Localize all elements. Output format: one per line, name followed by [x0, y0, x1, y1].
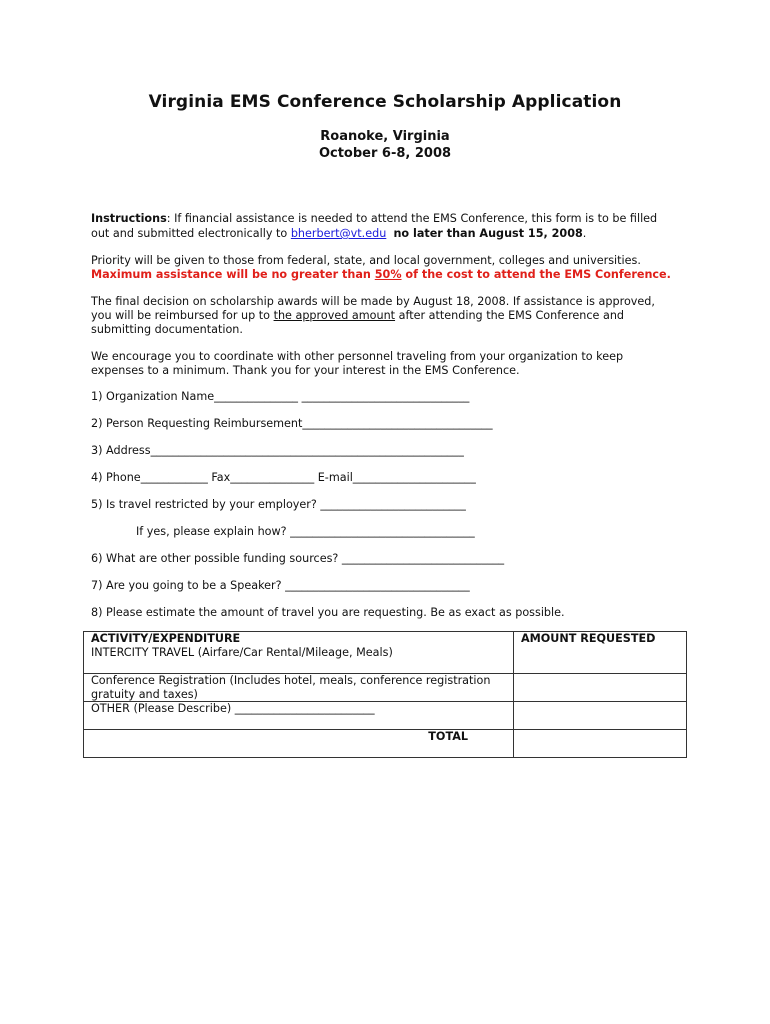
activity-cell[interactable]: [84, 632, 514, 674]
instructions-text: : If financial assistance is needed to attend the EMS Conference, this form is to be filled: [166, 212, 658, 225]
travel-restricted-field[interactable]: 5) Is travel restricted by your employer? __________________________: [91, 498, 466, 511]
total-amount-cell[interactable]: [514, 730, 687, 758]
instructions-label: Instructions: [91, 212, 167, 225]
email-link[interactable]: bherbert@vt.edu: [290, 227, 387, 240]
table-row: [84, 632, 687, 674]
person-requesting-field[interactable]: 2) Person Requesting Reimbursement__________________________________: [91, 417, 493, 430]
deadline-text: no later than August 15, 2008: [393, 227, 583, 240]
table-row: [84, 674, 687, 702]
speaker-field[interactable]: 7) Are you going to be a Speaker? _________________________________: [91, 579, 470, 592]
address-field[interactable]: 3) Address________________________________________________________: [91, 444, 464, 457]
total-label: TOTAL: [428, 730, 468, 743]
amount-cell[interactable]: [514, 632, 687, 674]
estimate-instruction: 8) Please estimate the amount of travel you are requesting. Be as exact as possible.: [91, 606, 565, 619]
encourage-line-2: expenses to a minimum. Thank you for your interest in the EMS Conference.: [91, 364, 520, 377]
organization-name-field[interactable]: 1) Organization Name_______________ ______________________________: [91, 390, 470, 403]
decision-line-1: The final decision on scholarship awards will be made by August 18, 2008. If assistance is approved,: [91, 295, 655, 308]
intercity-travel-label: INTERCITY TRAVEL (Airfare/Car Rental/Mileage, Meals): [91, 645, 393, 659]
registration-label: Conference Registration (Includes hotel, meals, conference registration: [91, 674, 491, 687]
instructions-line-2: out and submitted electronically to bherbert@vt.edu no later than August 15, 2008.: [91, 227, 587, 240]
max-percent: 50%: [374, 268, 402, 281]
other-cell[interactable]: [84, 702, 514, 730]
activity-header: ACTIVITY/EXPENDITURE: [91, 632, 241, 645]
amount-header: AMOUNT REQUESTED: [521, 632, 656, 645]
max-assistance-line: Maximum assistance will be no greater than 50% of the cost to attend the EMS Conference.: [91, 268, 671, 281]
instructions-text-2: out and submitted electronically to: [91, 227, 291, 240]
table-row: [84, 702, 687, 730]
instructions-line-1: [91, 212, 657, 226]
funding-sources-field[interactable]: 6) What are other possible funding sources? _____________________________: [91, 552, 505, 565]
location-subtitle: Roanoke, Virginia: [320, 129, 450, 144]
encourage-line-1: We encourage you to coordinate with other personnel traveling from your organization to keep: [91, 350, 624, 363]
other-label: OTHER (Please Describe) _________________________: [91, 702, 375, 715]
expenditure-table: [83, 631, 687, 758]
registration-amount-cell[interactable]: [514, 674, 687, 702]
registration-label-cont: gratuity and taxes): [91, 687, 198, 701]
registration-cell[interactable]: [84, 674, 514, 702]
decision-line-2: you will be reimbursed for up to the approved amount after attending the EMS Conference and: [91, 309, 625, 322]
explain-how-field[interactable]: If yes, please explain how? _________________________________: [136, 525, 475, 538]
table-row: [84, 730, 687, 758]
page-title: Virginia EMS Conference Scholarship Application: [148, 92, 622, 112]
approved-amount-text: the approved amount: [273, 309, 396, 322]
decision-line-3: submitting documentation.: [91, 323, 243, 336]
total-cell: [84, 730, 514, 758]
dates-subtitle: October 6-8, 2008: [318, 146, 452, 161]
phone-fax-email-field[interactable]: 4) Phone____________ Fax_______________ E-mail______________________: [91, 471, 476, 484]
priority-line: Priority will be given to those from federal, state, and local government, colleges and universities.: [91, 254, 641, 267]
other-amount-cell[interactable]: [514, 702, 687, 730]
